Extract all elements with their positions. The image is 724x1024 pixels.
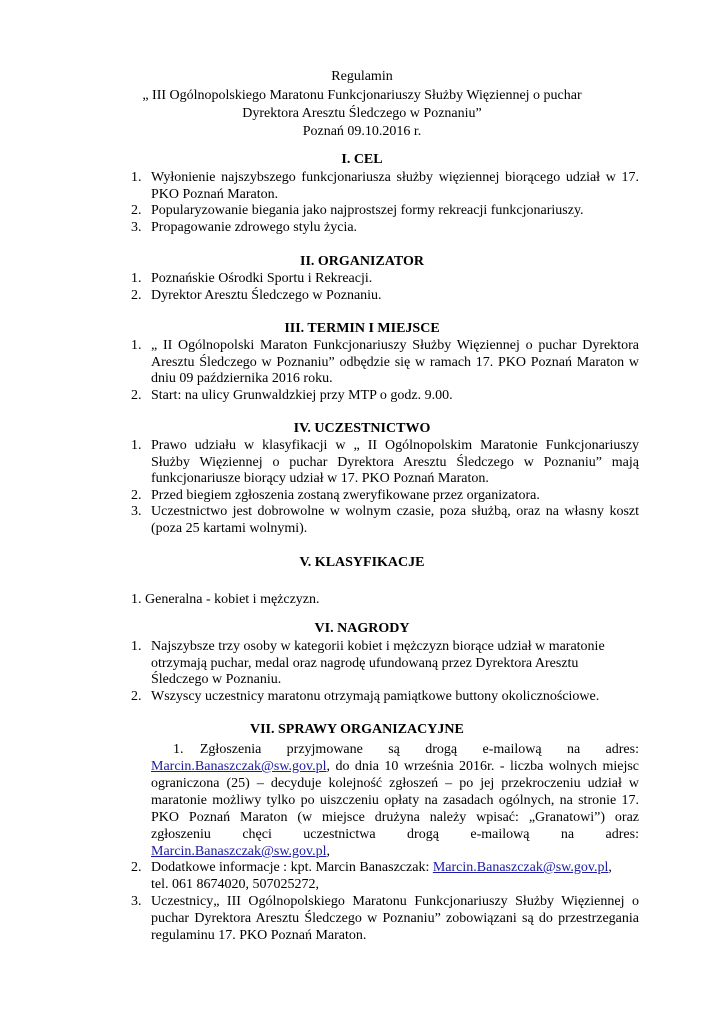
list-item: 1. Prawo udziału w klasyfikacji w „ II Ogólnopolskim Maratonie Funkcjonariuszy Służby Więziennej o puchar Dyrektora Aresztu Śledczego w Poznaniu” mają funkcjonariusze biorący udział w 17. PKO Poznań Maraton. xyxy=(131,438,639,486)
list-item: 2. Popularyzowanie biegania jako najprostszej formy rekreacji funkcjonariuszy. xyxy=(131,203,584,218)
list-item: 2. Dodatkowe informacje : kpt. Marcin Banaszczak: Marcin.Banaszczak@sw.gov.pl, tel. 061 8674020, 507025272, xyxy=(131,860,612,892)
list-item: 1. Poznańskie Ośrodki Sportu i Rekreacji. xyxy=(131,271,373,286)
list-item: 3. Uczestnictwo jest dobrowolne w wolnym czasie, poza służbą, oraz na własny koszt (poza 25 kartami wolnymi). xyxy=(131,504,639,536)
email-link[interactable]: Marcin.Banaszczak@sw.gov.pl xyxy=(151,844,327,859)
section-title-uczestnictwo: IV. UCZESTNICTWO xyxy=(293,421,431,436)
doc-title: Regulamin xyxy=(331,69,393,84)
list-item: 2. Wszyscy uczestnicy maratonu otrzymają pamiątkowe buttony okolicznościowe. xyxy=(131,688,600,704)
section-title-nagrody: VI. NAGRODY xyxy=(314,621,410,636)
doc-subtitle-line2: Dyrektora Aresztu Śledczego w Poznaniu” xyxy=(242,106,482,121)
list-termin xyxy=(131,338,639,404)
doc-date: Poznań 09.10.2016 r. xyxy=(302,124,422,139)
doc-subtitle-line1: „ III Ogólnopolskiego Maratonu Funkcjonariuszy Służby Więziennej o puchar xyxy=(142,88,582,103)
list-organizator xyxy=(131,271,639,304)
list-item: 2. Start: na ulicy Grunwaldzkiej przy MTP o godz. 9.00. xyxy=(131,387,453,403)
list-item: 3. Propagowanie zdrowego stylu życia. xyxy=(131,219,358,235)
klasyfikacje-item: 1. Generalna - kobiet i mężczyzn. xyxy=(131,592,320,607)
section-title-sprawy: VII. SPRAWY ORGANIZACYJNE xyxy=(250,722,464,737)
section-title-organizator: II. ORGANIZATOR xyxy=(300,254,424,269)
section-title-termin: III. TERMIN I MIEJSCE xyxy=(284,321,440,336)
list-item: 3. Uczestnicy„ III Ogólnopolskiego Maratonu Funkcjonariuszy Służby Więziennej o puchar Dyrektora Aresztu Śledczego w Poznaniu” zobowiązani są do przestrzegania regulaminu 17. PKO Poznań Maraton. xyxy=(131,894,639,943)
list-sprawy xyxy=(131,859,639,944)
list-nagrody xyxy=(131,639,631,705)
list-item: 1. „ II Ogólnopolski Maraton Funkcjonariuszy Służby Więziennej o puchar Dyrektora Aresztu Śledczego w Poznaniu” odbędzie się w ramach 17. PKO Poznań Maraton w dniu 09 października 2016 roku. xyxy=(131,338,639,386)
sprawy-item-1: 1. Zgłoszenia przyjmowane są drogą e-mailową na adres: Marcin.Banaszczak@sw.gov.pl, do dnia 10 września 2016r. - liczba wolnych miejsc ograniczona (25) – decyduje kolejność zgłoszeń – po jej przekroczeniu udział w maratonie możliwy tylko po uiszczeniu opłaty na zasadach ogólnych, na stronie 17. PKO Poznań Maraton (w miejsce drużyna należy wpisać: „Granatowi”) oraz zgłoszeniu chęci uczestnictwa drogą e-mailową na adres: Marcin.Banaszczak@sw.gov.pl, xyxy=(151,742,639,859)
list-item: 1. Najszybsze trzy osoby w kategorii kobiet i mężczyzn biorące udział w maratonie otrzymają puchar, medal oraz nagrodę ufundowaną przez Dyrektora Aresztu Śledczego w Poznaniu. xyxy=(131,639,605,687)
list-item: 1. Wyłonienie najszybszego funkcjonariusza służby więziennej biorącego udział w 17. PKO Poznań Maraton. xyxy=(131,170,639,202)
section-title-cel: I. CEL xyxy=(341,152,383,167)
list-item: 2. Dyrektor Aresztu Śledczego w Poznaniu. xyxy=(131,287,382,303)
list-uczestnictwo xyxy=(131,438,639,537)
list-cel xyxy=(131,170,639,236)
email-link[interactable]: Marcin.Banaszczak@sw.gov.pl xyxy=(151,759,327,774)
list-item: 2. Przed biegiem zgłoszenia zostaną zweryfikowane przez organizatora. xyxy=(131,487,540,503)
section-title-klasyfikacje: V. KLASYFIKACJE xyxy=(299,555,425,570)
email-link[interactable]: Marcin.Banaszczak@sw.gov.pl xyxy=(432,860,609,875)
